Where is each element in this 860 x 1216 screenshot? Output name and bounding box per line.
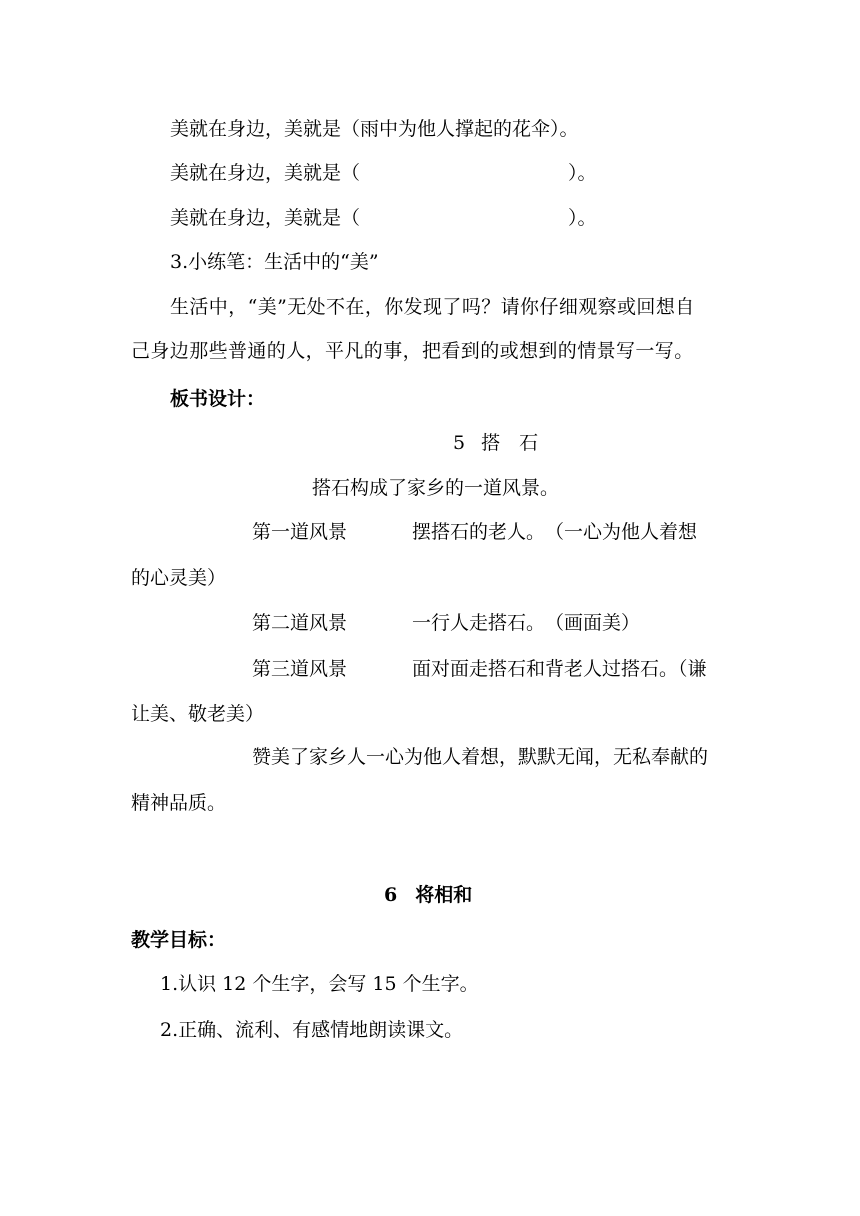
scene-3-text: 面对面走搭石和背老人过搭石。（谦 (412, 658, 707, 680)
practice-paragraph-line-1: 生活中，“美”无处不在，你发现了吗？请你仔细观察或回想自 (170, 296, 695, 318)
scene-1-continuation: 的心灵美） (131, 567, 227, 589)
teaching-goals-label: 教学目标： (131, 929, 227, 951)
board-lesson-heading (453, 430, 538, 456)
scene-3-continuation: 让美、敬老美） (131, 703, 265, 725)
board-theme: 搭石构成了家乡的一道风景。 (312, 477, 560, 499)
board-lesson-title: 搭 石 (481, 432, 539, 454)
lesson-6-heading (384, 882, 472, 908)
exercise-line-3-suffix: ）。 (568, 207, 597, 229)
goal-2: 2.正确、流利、有感情地朗读课文。 (160, 1019, 464, 1041)
lesson-6-number: 6 (384, 884, 398, 906)
scene-2 (252, 610, 347, 636)
scene-1 (252, 519, 347, 545)
scene-3-label: 第三道风景 (252, 658, 348, 680)
goal-1: 1.认识 12 个生字，会写 15 个生字。 (160, 973, 479, 995)
exercise-line-3 (170, 205, 597, 231)
exercise-line-2-prefix: 美就在身边，美就是（ (170, 162, 361, 184)
board-design-label: 板书设计： (170, 388, 266, 410)
scene-3 (252, 656, 347, 682)
practice-paragraph-line-2: 己身边那些普通的人，平凡的事，把看到的或想到的情景写一写。 (131, 340, 694, 362)
scene-2-label: 第二道风景 (252, 612, 348, 634)
board-summary-line-1: 赞美了家乡人一心为他人着想，默默无闻，无私奉献的 (252, 746, 709, 768)
lesson-6-title: 将相和 (415, 884, 473, 906)
exercise-line-2-suffix: ）。 (568, 162, 597, 184)
board-summary-line-2: 精神品质。 (131, 792, 227, 814)
practice-heading: 3.小练笔：生活中的“美” (170, 251, 379, 273)
exercise-line-1: 美就在身边，美就是（雨中为他人撑起的花伞）。 (170, 118, 579, 140)
scene-1-label: 第一道风景 (252, 521, 348, 543)
scene-1-text: 摆搭石的老人。 （一心为他人着想 (412, 521, 698, 543)
scene-2-text: 一行人走搭石。 （画面美） (412, 612, 641, 634)
exercise-line-3-prefix: 美就在身边，美就是（ (170, 207, 361, 229)
exercise-line-2 (170, 160, 597, 186)
board-lesson-number: 5 (453, 432, 466, 454)
